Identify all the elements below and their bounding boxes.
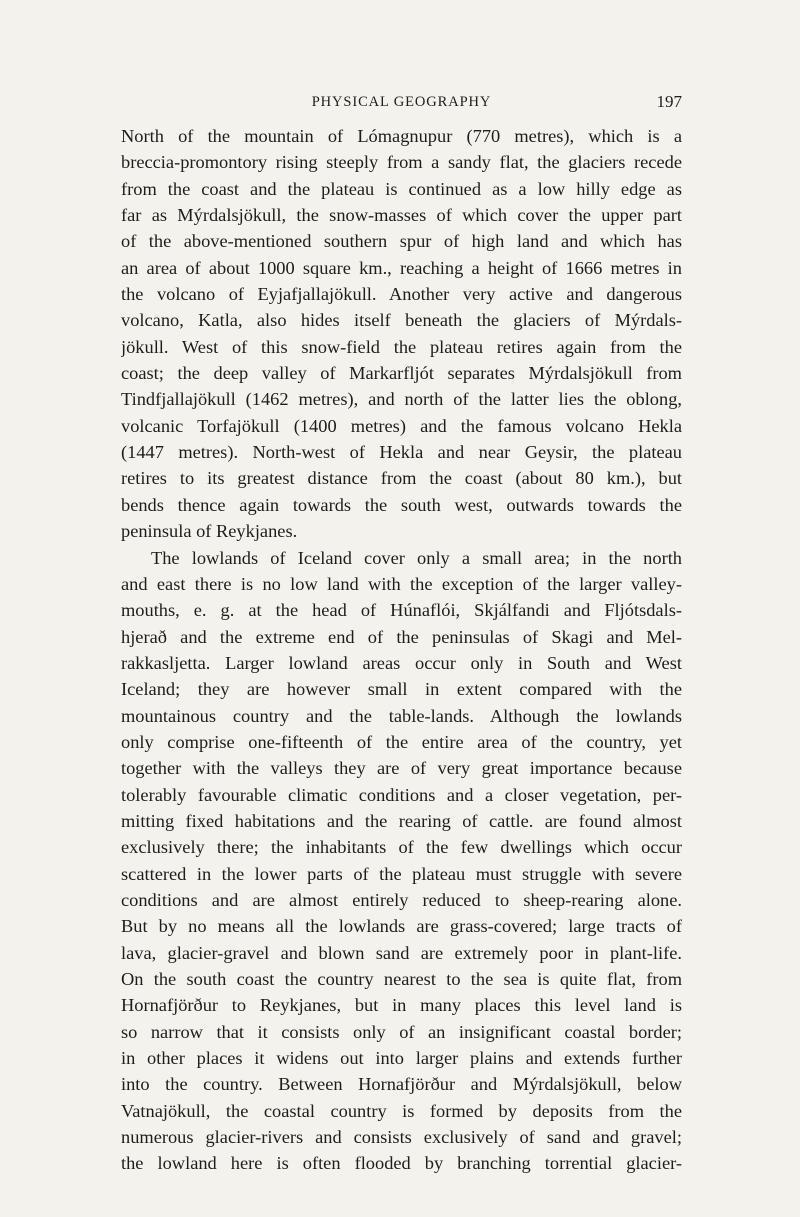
text-line: mouths, e. g. at the head of Húnaflói, Skjálfandi and Fljótsdals- <box>121 600 682 621</box>
text-line: volcanic Torfajökull (1400 metres) and the famous volcano Hekla <box>121 415 682 436</box>
text-line: conditions and are almost entirely reduced to sheep-rearing alone. <box>121 889 682 910</box>
text-line: bends thence again towards the south west, outwards towards the <box>121 494 682 515</box>
text-line: from the coast and the plateau is continued as a low hilly edge as <box>121 178 682 199</box>
text-line: Iceland; they are however small in extent compared with the <box>121 679 682 700</box>
running-head <box>121 92 682 114</box>
text-line: On the south coast the country nearest to the sea is quite flat, from <box>121 969 682 989</box>
text-line: North of the mountain of Lómagnupur (770 metres), which is a <box>121 126 682 146</box>
page-number: 197 <box>656 92 682 111</box>
text-line: volcano, Katla, also hides itself beneath the glaciers of Mýrdals- <box>121 310 682 331</box>
text-line: breccia-promontory rising steeply from a sandy flat, the glaciers recede <box>121 152 682 173</box>
text-line: and east there is no low land with the exception of the larger valley- <box>121 573 682 594</box>
text-line: numerous glacier-rivers and consists exclusively of sand and gravel; <box>121 1127 682 1148</box>
text-line: in other places it widens out into larger plains and extends further <box>121 1048 682 1069</box>
text-line: (1447 metres). North-west of Hekla and near Geysir, the plateau <box>121 442 682 463</box>
text-line: of the above-mentioned southern spur of high land and which has <box>121 231 682 252</box>
text-line: mitting fixed habitations and the rearing of cattle. are found almost <box>121 810 682 831</box>
paragraph-end-line: peninsula of Reykjanes. <box>121 521 298 542</box>
text-line: Vatnajökull, the coastal country is formed by deposits from the <box>121 1100 682 1121</box>
text-line: only comprise one-fifteenth of the entire area of the country, yet <box>121 731 682 752</box>
text-line: coast; the deep valley of Markarfljót separates Mýrdalsjökull from <box>121 363 682 384</box>
text-line: exclusively there; the inhabitants of the few dwellings which occur <box>121 837 682 858</box>
text-line: jökull. West of this snow-field the plateau retires again from the <box>121 336 682 357</box>
text-line: far as Mýrdalsjökull, the snow-masses of which cover the upper part <box>121 205 682 226</box>
text-line: so narrow that it consists only of an insignificant coastal border; <box>121 1021 682 1042</box>
text-line: the lowland here is often flooded by branching torrential glacier- <box>121 1153 682 1174</box>
text-line: tolerably favourable climatic conditions and a closer vegetation, per- <box>121 784 682 805</box>
text-line: Tindfjallajökull (1462 metres), and north of the latter lies the oblong, <box>121 389 682 410</box>
paragraph-start-line: The lowlands of Iceland cover only a small area; in the north <box>151 547 682 568</box>
text-line: into the country. Between Hornafjörður and Mýrdalsjökull, below <box>121 1074 682 1095</box>
text-line: rakkasljetta. Larger lowland areas occur only in South and West <box>121 652 682 673</box>
text-line: hjerað and the extreme end of the peninsulas of Skagi and Mel- <box>121 626 682 647</box>
text-line: an area of about 1000 square km., reaching a height of 1666 metres in <box>121 257 682 278</box>
text-line: Hornafjörður to Reykjanes, but in many places this level land is <box>121 995 682 1016</box>
text-line: together with the valleys they are of very great importance because <box>121 758 682 779</box>
running-title: PHYSICAL GEOGRAPHY <box>311 94 492 110</box>
text-line: But by no means all the lowlands are grass-covered; large tracts of <box>121 916 682 937</box>
text-line: the volcano of Eyjafjallajökull. Another very active and dangerous <box>121 284 682 305</box>
text-line: mountainous country and the table-lands. Although the lowlands <box>121 705 682 726</box>
text-line: retires to its greatest distance from the coast (about 80 km.), but <box>121 468 682 489</box>
text-line: lava, glacier-gravel and blown sand are extremely poor in plant-life. <box>121 942 682 963</box>
body-text <box>121 123 682 1177</box>
text-line: scattered in the lower parts of the plateau must struggle with severe <box>121 863 682 884</box>
